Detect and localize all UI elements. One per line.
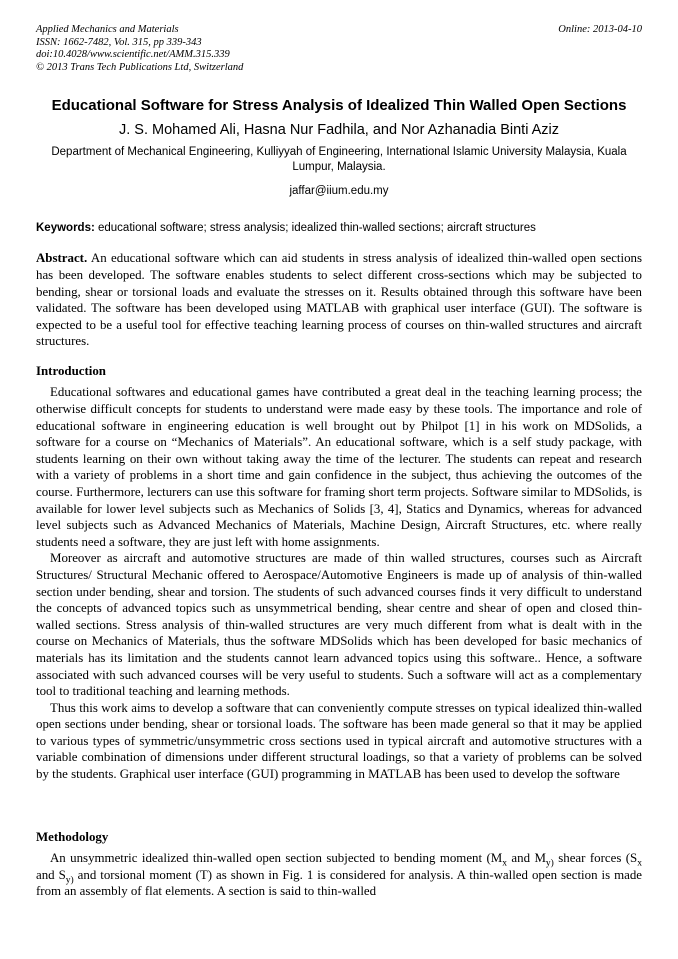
copyright-line: © 2013 Trans Tech Publications Ltd, Switzerland bbox=[36, 61, 244, 73]
subscript: y) bbox=[65, 875, 74, 886]
methodology-paragraph-1 bbox=[36, 850, 642, 900]
email-address: jaffar@iium.edu.my bbox=[289, 185, 389, 198]
paper-title: Educational Software for Stress Analysis of Idealized Thin Walled Open Sections bbox=[51, 97, 627, 115]
subscript: y) bbox=[545, 858, 554, 869]
text-segment: and torsional moment (T) as shown in Fig. 1 is considered for analysis. A thin-walled open section is made from an assembly of flat elements. A section is said to thin-walled bbox=[36, 867, 642, 899]
intro-paragraph-1: Educational softwares and educational games have contributed a great deal in the teaching learning process; the otherwise difficult concepts for students to understand were made easy by these tools. The importance and role of educational software in engineering education is well brought out by Philpot [1] in his work on MDSolids, a software for a course on “Mechanics of Materials”. An educational software, which is a self study package, with students learning on their own without taking away the time of the lecturer. The students can repeat and research with a variety of problems in a short time and gain confidence in the subject, thus achieving the outcomes of the course. Furthermore, lecturers can use this software for framing short term projects. Software similar to MDSolids, is available for lower level subjects such as Mechanics of Solids [3, 4], Statics and Dynamics, whereas for advanced level subjects such as Advanced Mechanics of Materials, Machine Design, Aircraft Structures, etc. where really students need a software, they are just left with home assignments. bbox=[36, 385, 642, 549]
affiliation: Department of Mechanical Engineering, Kulliyyah of Engineering, International Islamic University Malaysia, Kuala Lumpur, Malaysia. bbox=[51, 146, 627, 174]
journal-header bbox=[36, 24, 642, 74]
journal-name: Applied Mechanics and Materials bbox=[36, 24, 179, 35]
subscript: x bbox=[502, 858, 507, 869]
intro-paragraph-3: Thus this work aims to develop a software that can conveniently compute stresses on typical idealized thin-walled open sections under bending, shear or torsional loads. The software has been made general so that it may be applied to various types of symmetric/unsymmetric cross sections used in typical aircraft and automotive structures with a variable combination of dimensions under different structural loadings, so that a variety of problems can be solved by the students. Graphical user interface (GUI) programming in MATLAB has been used to develop the software bbox=[36, 700, 642, 782]
abstract-text: An educational software which can aid students in stress analysis of idealized thin-walled open sections has been developed. The software enables students to select different cross-sections which may be subjected to bending, shear or torsional loads and evaluate the stresses on it. Results obtained through this software have been validated. The software has been developed using MATLAB with graphical user interface (GUI). The software is expected to be a useful tool for effective teaching learning process of courses on thin-walled structures and aircraft structures. bbox=[36, 251, 643, 349]
journal-header-left bbox=[36, 24, 243, 74]
subscript: x bbox=[637, 858, 642, 869]
abstract-paragraph bbox=[36, 250, 642, 350]
doi-line: doi:10.4028/www.scientific.net/AMM.315.339 bbox=[36, 49, 230, 61]
intro-paragraph-2: Moreover as aircraft and automotive structures are made of thin walled structures, courses such as Aircraft Structures/ Structural Mechanic offered to Aerospace/Automotive Engineers is made up of analysis of thin-walled section under bending, shear and torsion. The students of such advanced courses finds it very difficult to understand the concepts of advanced topics such as unsymmetrical bending, shear centre and shear of open and closed thin-walled sections. Stress analysis of thin-walled structures are very much different from what is dealt with in the course on Mechanics of Materials, thus the software MDSolids which has been developed for basic mechanics of materials has its limitation and the students cannot learn advanced topics using this software.. Hence, a software associated with such advanced courses will be very useful to students. Such a software will act as a complementary tool to traditional teaching and learning methods. bbox=[36, 551, 642, 699]
abstract-label: Abstract. bbox=[36, 251, 88, 266]
keywords-label: Keywords: bbox=[36, 222, 95, 235]
text-segment: An unsymmetric idealized thin-walled open section subjected to bending moment (M bbox=[50, 851, 503, 866]
online-date: Online: 2013-04-10 bbox=[558, 24, 642, 35]
keywords-text: educational software; stress analysis; idealized thin-walled sections; aircraft structures bbox=[98, 222, 536, 235]
text-segment: and S bbox=[36, 867, 66, 882]
section-heading-introduction: Introduction bbox=[36, 363, 106, 378]
authors-line: J. S. Mohamed Ali, Hasna Nur Fadhila, and Nor Azhanadia Binti Aziz bbox=[118, 122, 560, 139]
text-segment: and M bbox=[507, 851, 546, 866]
section-heading-methodology: Methodology bbox=[36, 829, 109, 844]
keywords-line bbox=[36, 221, 642, 236]
issn-line: ISSN: 1662-7482, Vol. 315, pp 339-343 bbox=[36, 36, 202, 48]
text-segment: shear forces (S bbox=[553, 851, 638, 866]
